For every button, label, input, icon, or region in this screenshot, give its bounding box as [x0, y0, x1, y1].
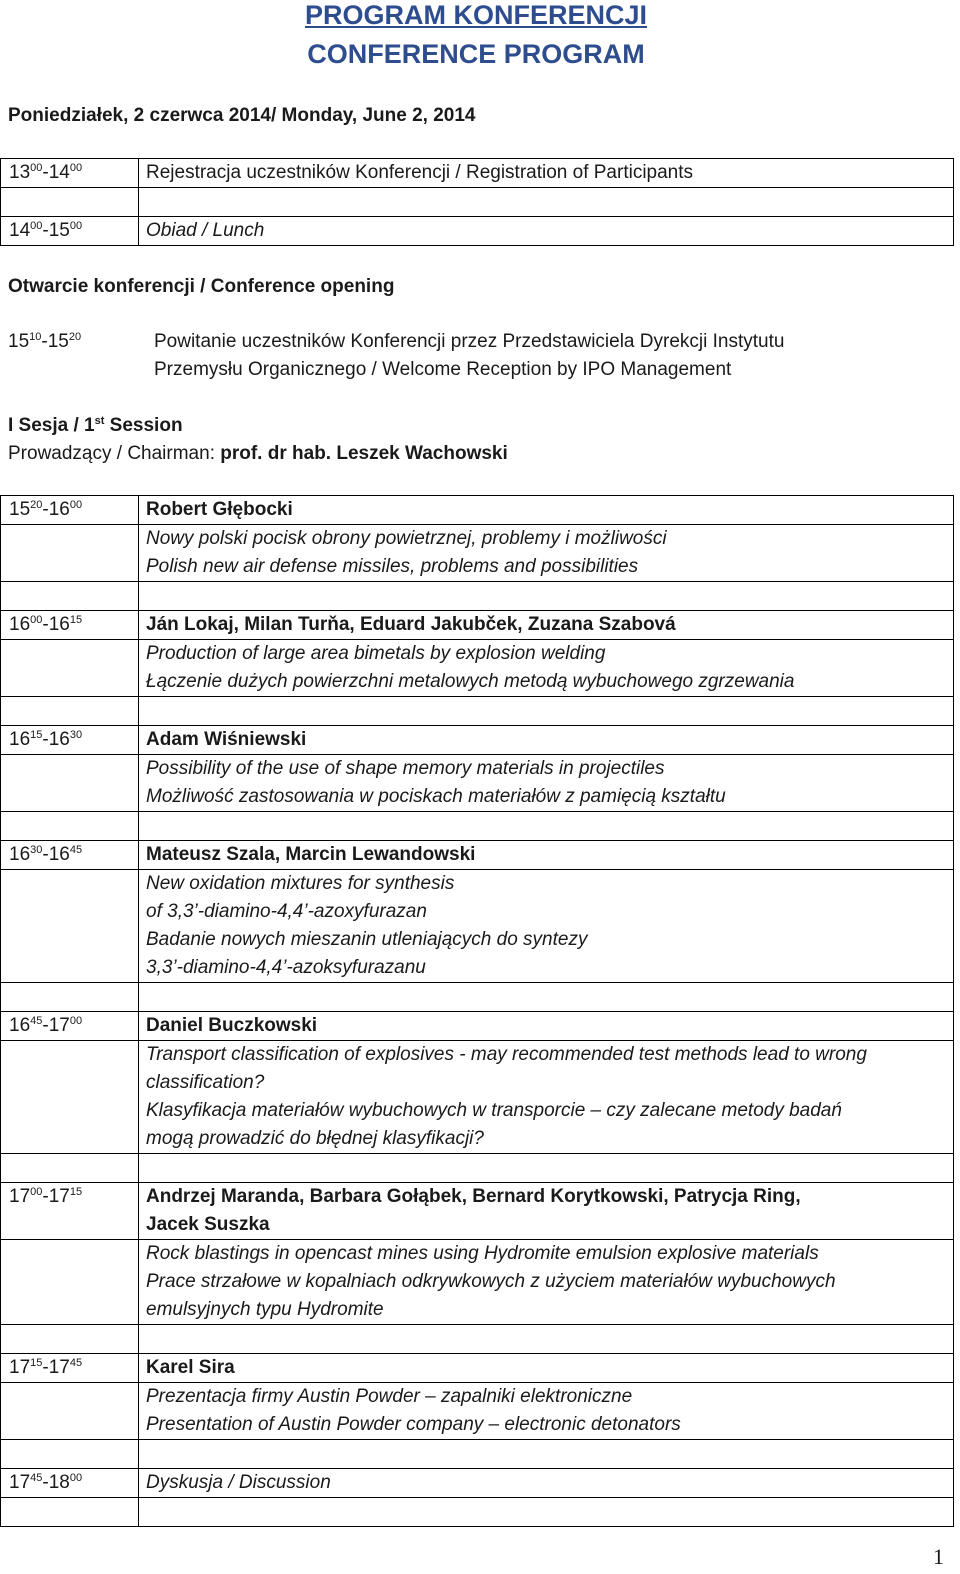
talk-title-line: 3,3’-diamino-4,4’-azoksyfurazanu	[146, 957, 426, 978]
time-slot: $16^{00}-16^{15}$	[9, 614, 83, 635]
talk-title-line: Prace strzałowe w kopalniach odkrywkowych z użyciem materiałów wybuchowych	[146, 1271, 836, 1292]
talk-authors: Robert Głębocki	[146, 499, 293, 520]
talk-title-line: Łączenie dużych powierzchni metalowych metodą wybuchowego zgrzewania	[146, 671, 795, 692]
spacer-row	[1, 582, 953, 611]
page-title-en: CONFERENCE PROGRAM	[307, 39, 645, 69]
time-slot: $17^{45}-18^{00}$	[9, 1472, 83, 1493]
opening-time: $15^{10}-15^{20}$	[8, 331, 82, 352]
time-slot: $16^{15}-16^{30}$	[9, 729, 83, 750]
schedule-row	[1, 217, 953, 246]
page-title-pl: PROGRAM KONFERENCJI	[304, 0, 648, 30]
talk-title-line: Polish new air defense missiles, problems and possibilities	[146, 556, 639, 577]
registration-table	[0, 158, 954, 246]
talk-title-row	[1, 640, 953, 697]
talk-title-line: New oxidation mixtures for synthesis	[146, 873, 455, 894]
talk-title-row	[1, 1240, 953, 1325]
spacer-row	[1, 1498, 953, 1527]
talk-title-line: Possibility of the use of shape memory materials in projectiles	[146, 758, 665, 779]
talk-authors: Andrzej Maranda, Barbara Gołąbek, Bernard Korytkowski, Patrycja Ring,	[146, 1186, 801, 1207]
talk-header-row	[1, 1012, 953, 1041]
time-slot: $14^{00}-15^{00}$	[9, 220, 83, 241]
spacer-row	[1, 188, 953, 217]
talk-header-row	[1, 611, 953, 640]
spacer-row	[1, 983, 953, 1012]
time-slot: $13^{00}-14^{00}$	[9, 162, 83, 183]
spacer-row	[1, 1325, 953, 1354]
spacer-row	[1, 1154, 953, 1183]
talk-header-row	[1, 726, 953, 755]
talk-title-line: Nowy polski pocisk obrony powietrznej, problemy i możliwości	[146, 528, 667, 549]
time-slot: $17^{15}-17^{45}$	[9, 1357, 83, 1378]
talk-title-line: Production of large area bimetals by explosion welding	[146, 643, 606, 664]
talk-title-row	[1, 525, 953, 582]
talk-title-row	[1, 1383, 953, 1440]
talk-title-line: Badanie nowych mieszanin utleniających do syntezy	[146, 929, 588, 950]
talk-title-row	[1, 1041, 953, 1154]
opening-text: Powitanie uczestników Konferencji przez Przedstawiciela Dyrekcji Instytutu Przemysłu Organicznego / Welcome Reception by IPO Management	[154, 331, 785, 380]
talk-title-line: Prezentacja firmy Austin Powder – zapalniki elektroniczne	[146, 1386, 633, 1407]
talk-title-line: Transport classification of explosives - may recommended test methods lead to wrong	[146, 1044, 867, 1065]
talk-authors: Adam Wiśniewski	[146, 729, 307, 750]
talk-title-line: Możliwość zastosowania w pociskach materiałów z pamięcią kształtu	[146, 786, 726, 807]
schedule-row	[1, 159, 953, 188]
talk-authors: Ján Lokaj, Milan Turňa, Eduard Jakubček, Zuzana Szabová	[146, 614, 676, 635]
day-heading: Poniedziałek, 2 czerwca 2014/ Monday, June 2, 2014	[8, 105, 476, 126]
time-slot: $15^{20}-16^{00}$	[9, 499, 83, 520]
row-title: Obiad / Lunch	[146, 220, 265, 241]
talk-title-line: mogą prowadzić do błędnej klasyfikacji?	[146, 1128, 484, 1149]
talk-authors: Mateusz Szala, Marcin Lewandowski	[146, 844, 476, 865]
talk-header-row	[1, 1354, 953, 1383]
session-heading: I Sesja / 1st Session	[8, 415, 183, 436]
talk-header-row	[1, 1183, 953, 1240]
opening-heading: Otwarcie konferencji / Conference opening	[8, 276, 395, 297]
row-title: Rejestracja uczestników Konferencji / Registration of Participants	[146, 162, 694, 183]
talk-title-line: emulsyjnych typu Hydromite	[146, 1299, 384, 1320]
talk-title-line: of 3,3’-diamino-4,4’-azoxyfurazan	[146, 901, 427, 922]
talk-title-line: classification?	[146, 1072, 265, 1093]
spacer-row	[1, 697, 953, 726]
time-slot: $17^{00}-17^{15}$	[9, 1186, 83, 1207]
talk-header-row	[1, 841, 953, 870]
talk-title-row	[1, 870, 953, 983]
talk-title: Dyskusja / Discussion	[146, 1472, 331, 1493]
talk-authors: Daniel Buczkowski	[146, 1015, 318, 1036]
talk-title-row	[1, 755, 953, 812]
page-number: 1	[933, 1544, 944, 1569]
talk-authors: Karel Sira	[146, 1357, 235, 1378]
talks-table	[0, 495, 954, 1527]
time-slot: $16^{45}-17^{00}$	[9, 1015, 83, 1036]
talk-title-line: Klasyfikacja materiałów wybuchowych w transporcie – czy zalecane metody badań	[146, 1100, 842, 1121]
talk-header-row	[1, 496, 953, 525]
spacer-row	[1, 812, 953, 841]
talk-header-row	[1, 1469, 953, 1498]
talk-authors: Jacek Suszka	[146, 1214, 270, 1235]
session-chair: Prowadzący / Chairman: prof. dr hab. Leszek Wachowski	[8, 443, 508, 464]
time-slot: $16^{30}-16^{45}$	[9, 844, 83, 865]
spacer-row	[1, 1440, 953, 1469]
talk-title-line: Rock blastings in opencast mines using Hydromite emulsion explosive materials	[146, 1243, 819, 1264]
talk-title-line: Presentation of Austin Powder company – electronic detonators	[146, 1414, 681, 1435]
